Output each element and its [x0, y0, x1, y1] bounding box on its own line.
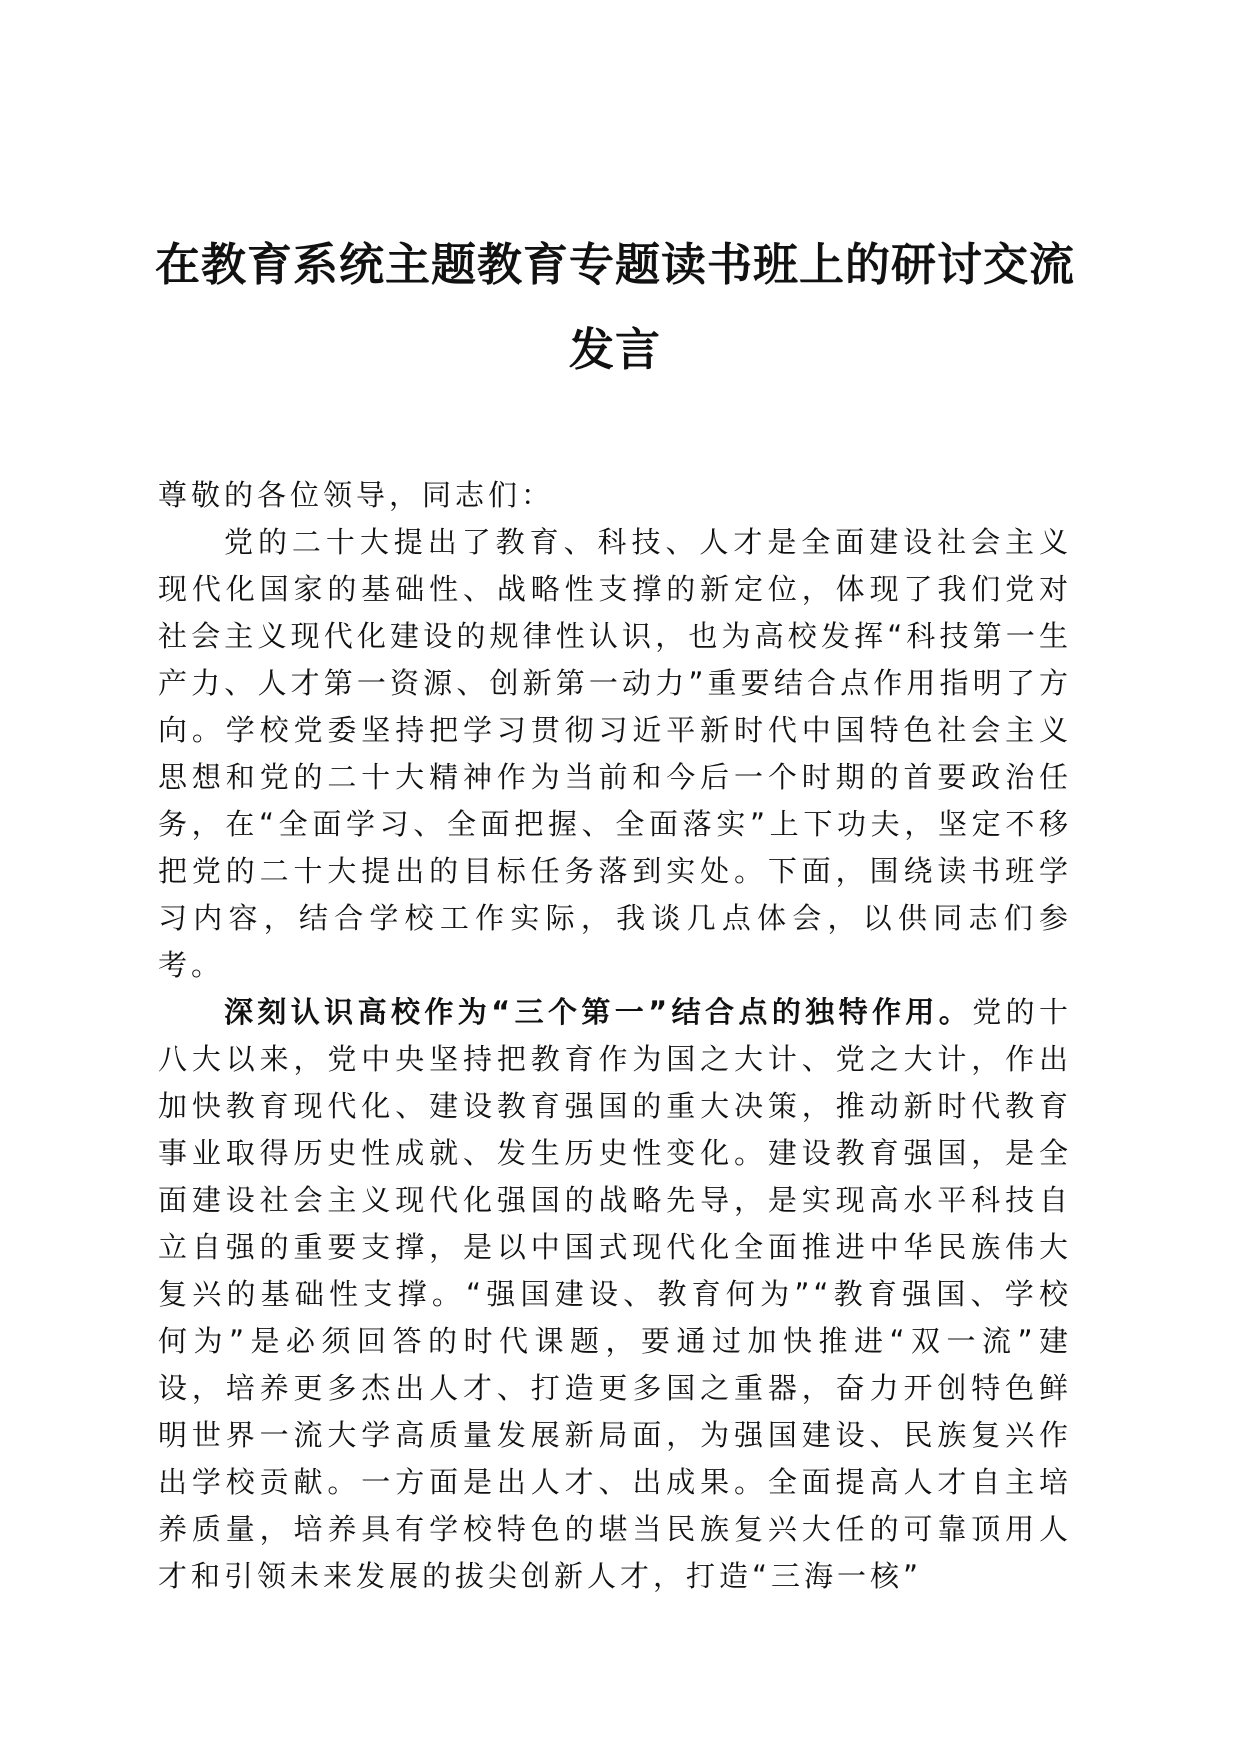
- paragraph-section-one: [158, 989, 1072, 1600]
- paragraph-intro: 党的二十大提出了教育、科技、人才是全面建设社会主义现代化国家的基础性、战略性支撑的新定位，体现了我们党对社会主义现代化建设的规律性认识，也为高校发挥“科技第一生产力、人才第一资源、创新第一动力”重要结合点作用指明了方向。学校党委坚持把学习贯彻习近平新时代中国特色社会主义思想和党的二十大精神作为当前和今后一个时期的首要政治任务，在“全面学习、全面把握、全面落实”上下功夫，坚定不移把党的二十大提出的目标任务落到实处。下面，围绕读书班学习内容，结合学校工作实际，我谈几点体会，以供同志们参考。: [158, 525, 1072, 982]
- section-heading: 深刻认识高校作为“三个第一”结合点的独特作用。: [224, 995, 973, 1029]
- section-text: 党的十八大以来，党中央坚持把教育作为国之大计、党之大计，作出加快教育现代化、建设教育强国的重大决策，推动新时代教育事业取得历史性成就、发生历史性变化。建设教育强国，是全面建设社会主义现代化强国的战略先导，是实现高水平科技自立自强的重要支撑，是以中国式现代化全面推进中华民族伟大复兴的基础性支撑。“强国建设、教育何为”“教育强国、学校何为”是必须回答的时代课题，要通过加快推进“双一流”建设，培养更多杰出人才、打造更多国之重器，奋力开创特色鲜明世界一流大学高质量发展新局面，为强国建设、民族复兴作出学校贡献。一方面是出人才、出成果。全面提高人才自主培养质量，培养具有学校特色的堪当民族复兴大任的可靠顶用人才和引领未来发展的拔尖创新人才，打造“三海一核”: [158, 995, 1072, 1593]
- document-body: [158, 472, 1072, 1600]
- salutation: 尊敬的各位领导，同志们：: [158, 478, 555, 512]
- document-title: 在教育系统主题教育专题读书班上的研讨交流发言: [154, 238, 1075, 376]
